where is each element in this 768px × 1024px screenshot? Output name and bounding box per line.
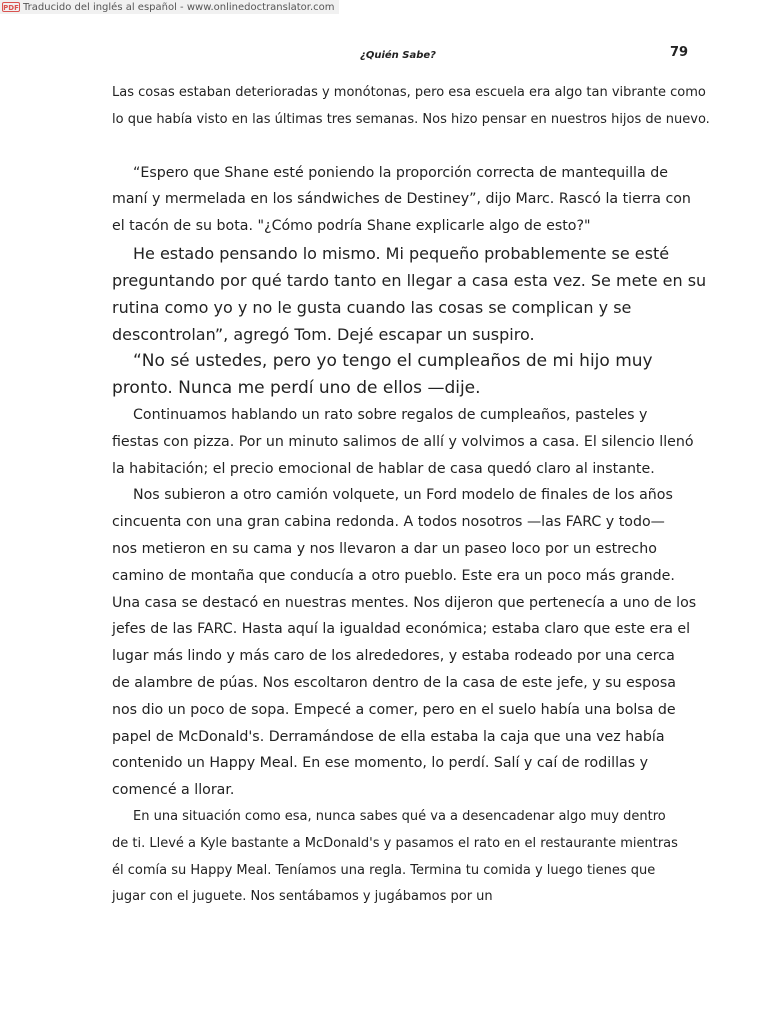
text-line: cincuenta con una gran cabina redonda. A todos nosotros —las FARC y todo—: [112, 514, 665, 531]
text-line: “No sé ustedes, pero yo tengo el cumpleaños de mi hijo muy: [133, 350, 653, 371]
text-line: camino de montaña que conducía a otro pueblo. Este era un poco más grande.: [112, 567, 675, 584]
text-line: descontrolan”, agregó Tom. Dejé escapar un suspiro.: [112, 324, 535, 344]
text-line: contenido un Happy Meal. En ese momento, lo perdí. Salí y caí de rodillas y: [112, 755, 649, 772]
running-title: ¿Quién Sabe?: [360, 50, 436, 61]
text-line: él comía su Happy Meal. Teníamos una regla. Termina tu comida y luego tienes que: [112, 862, 656, 878]
text-line: Las cosas estaban deterioradas y monótonas, pero esa escuela era algo tan vibrante como: [112, 85, 706, 100]
text-line: maní y mermelada en los sándwiches de Destiney”, dijo Marc. Rascó la tierra con: [112, 191, 691, 208]
pdf-translate-icon: PDF: [3, 4, 19, 12]
page-body: [112, 80, 710, 911]
text-line: rutina como yo y no le gusta cuando las cosas se complican y se: [112, 297, 632, 317]
text-line: comencé a llorar.: [112, 782, 235, 799]
text-line: nos metieron en su cama y nos llevaron a dar un paseo loco por un estrecho: [112, 540, 657, 557]
text-line: Continuamos hablando un rato sobre regalos de cumpleaños, pasteles y: [133, 406, 648, 423]
text-line: He estado pensando lo mismo. Mi pequeño probablemente se esté: [133, 243, 670, 263]
text-line: papel de McDonald's. Derramándose de ella estaba la caja que una vez había: [112, 728, 665, 745]
text-line: Nos subieron a otro camión volquete, un Ford modelo de finales de los años: [133, 487, 673, 504]
text-line: fiestas con pizza. Por un minuto salimos de allí y volvimos a casa. El silencio llenó: [112, 433, 694, 450]
text-line: el tacón de su bota. "¿Cómo podría Shane explicarle algo de esto?": [112, 218, 591, 235]
text-line: nos dio un poco de sopa. Empecé a comer, pero en el suelo había una bolsa de: [112, 701, 676, 718]
text-line: de alambre de púas. Nos escoltaron dentro de la casa de este jefe, y su esposa: [112, 674, 676, 691]
text-line: jugar con el juguete. Nos sentábamos y jugábamos por un: [112, 889, 493, 905]
text-line: jefes de las FARC. Hasta aquí la igualdad económica; estaba claro que este era el: [112, 621, 691, 638]
text-line: pronto. Nunca me perdí uno de ellos —dije.: [112, 377, 481, 398]
text-line: “Espero que Shane esté poniendo la proporción correcta de mantequilla de: [133, 164, 668, 181]
text-line: preguntando por qué tardo tanto en llegar a casa esta vez. Se mete en su: [112, 270, 707, 290]
text-line: Una casa se destacó en nuestras mentes. Nos dijeron que pertenecía a uno de los: [112, 594, 697, 611]
text-line: lo que había visto en las últimas tres semanas. Nos hizo pensar en nuestros hijos de nuevo.: [112, 111, 710, 127]
translator-banner[interactable]: [0, 0, 339, 14]
translator-banner-text[interactable]: Traducido del inglés al español - www.onlinedoctranslator.com: [23, 1, 335, 13]
text-line: la habitación; el precio emocional de hablar de casa quedó claro al instante.: [112, 460, 655, 477]
paragraph-gap: [112, 134, 694, 160]
text-line: En una situación como esa, nunca sabes qué va a desencadenar algo muy dentro: [133, 808, 666, 824]
text-line: lugar más lindo y más caro de los alrededores, y estaba rodeado por una cerca: [112, 648, 675, 665]
page-number: 79: [670, 45, 689, 60]
text-line: de ti. Llevé a Kyle bastante a McDonald's y pasamos el rato en el restaurante mientras: [112, 835, 678, 851]
